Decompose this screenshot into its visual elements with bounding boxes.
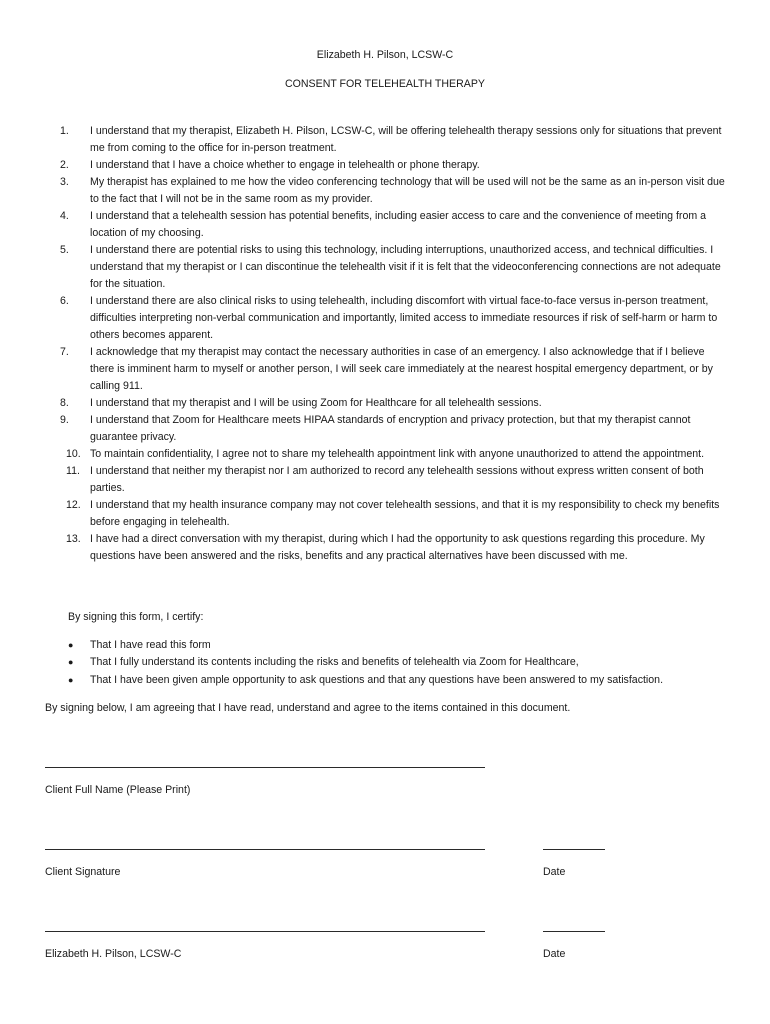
list-item: [0, 446, 770, 463]
therapist-header: Elizabeth H. Pilson, LCSW-C: [316, 49, 454, 61]
list-item: [0, 531, 770, 565]
therapist-date-line[interactable]: [543, 931, 605, 932]
item-number: 11.: [66, 465, 80, 477]
list-item: [0, 497, 770, 531]
item-text: My therapist has explained to me how the video conferencing technology that will be used will not be the same as an in-person visit due to the fact that I will not be in the same room as my provider.: [90, 176, 725, 205]
consent-items-list: [0, 123, 770, 565]
bullet-text: That I have read this form: [90, 639, 211, 651]
list-item: [0, 654, 770, 671]
client-name-line[interactable]: [45, 767, 485, 768]
item-number: 4.: [60, 210, 69, 222]
item-text: I understand there are also clinical risks to using telehealth, including discomfort with virtual face-to-face versus in-person treatment, difficulties interpreting non-verbal communication and importantly, limited access to immediate resources if risk of self-harm or harm to others becomes apparent.: [90, 295, 718, 341]
certify-bullet-list: [0, 637, 770, 689]
therapist-signature-label: Elizabeth H. Pilson, LCSW-C: [45, 948, 182, 960]
item-number: 9.: [60, 414, 69, 426]
item-text: I understand that a telehealth session has potential benefits, including easier access to care and the convenience of meeting from a location of my choosing.: [90, 210, 706, 239]
item-text: I understand there are potential risks to using this technology, including interruptions, unauthorized access, and technical difficulties. I understand that my therapist or I can discontinue the telehealth visit if it is felt that the videoconferencing connections are not adequate for the situation.: [90, 244, 721, 290]
agreement-statement: By signing below, I am agreeing that I have read, understand and agree to the items contained in this document.: [45, 702, 571, 714]
list-item: [0, 242, 770, 293]
item-text: I understand that neither my therapist nor I am authorized to record any telehealth sessions without express written consent of both parties.: [90, 465, 704, 494]
item-number: 5.: [60, 244, 69, 256]
item-number: 2.: [60, 159, 69, 171]
item-text: I understand that Zoom for Healthcare meets HIPAA standards of encryption and privacy protection, but that my therapist cannot guarantee privacy.: [90, 414, 691, 443]
item-number: 12.: [66, 499, 81, 511]
client-signature-line[interactable]: [45, 849, 485, 850]
item-number: 13.: [66, 533, 81, 545]
bullet-icon: ●: [68, 657, 74, 668]
list-item: [0, 672, 770, 689]
item-text: I understand that I have a choice whether to engage in telehealth or phone therapy.: [90, 159, 480, 171]
list-item: [0, 174, 770, 208]
document-title: CONSENT FOR TELEHEALTH THERAPY: [285, 78, 485, 90]
therapist-date-label: Date: [543, 948, 566, 960]
list-item: [0, 293, 770, 344]
list-item: [0, 123, 770, 157]
list-item: [0, 463, 770, 497]
item-number: 7.: [60, 346, 69, 358]
client-signature-label: Client Signature: [45, 866, 121, 878]
therapist-signature-line[interactable]: [45, 931, 485, 932]
item-text: To maintain confidentiality, I agree not to share my telehealth appointment link with anyone unauthorized to attend the appointment.: [90, 448, 705, 460]
certify-intro: By signing this form, I certify:: [68, 611, 204, 623]
list-item: [0, 344, 770, 395]
bullet-text: That I have been given ample opportunity to ask questions and that any questions have been answered to my satisfaction.: [90, 673, 664, 686]
item-number: 1.: [60, 125, 69, 137]
item-text: I understand that my health insurance company may not cover telehealth sessions, and that it is my responsibility to check my benefits before engaging in telehealth.: [90, 499, 720, 528]
list-item: [0, 157, 770, 174]
bullet-icon: ●: [68, 640, 74, 650]
client-name-label: Client Full Name (Please Print): [45, 784, 191, 796]
list-item: [0, 637, 770, 654]
client-date-label: Date: [543, 866, 566, 878]
bullet-icon: ●: [68, 674, 74, 685]
list-item: [0, 395, 770, 412]
item-text: I understand that my therapist, Elizabeth H. Pilson, LCSW-C, will be offering telehealth therapy sessions only for situations that prevent me from coming to the office for in-person treatment.: [90, 125, 722, 154]
bullet-text: That I fully understand its contents including the risks and benefits of telehealth via Zoom for Healthcare,: [90, 656, 579, 669]
item-number: 10.: [66, 448, 81, 460]
item-number: 3.: [60, 176, 69, 188]
item-text: I acknowledge that my therapist may contact the necessary authorities in case of an emergency. I also acknowledge that if I believe there is imminent harm to myself or another person, I will seek care immediately at the nearest hospital emergency department, or by calling 911.: [90, 346, 713, 392]
list-item: [0, 208, 770, 242]
item-text: I understand that my therapist and I will be using Zoom for Healthcare for all telehealth sessions.: [90, 397, 542, 409]
item-text: I have had a direct conversation with my therapist, during which I had the opportunity to ask questions regarding this procedure. My questions have been answered and the risks, benefits and any practical alternatives have been discussed with me.: [90, 533, 705, 562]
item-number: 8.: [60, 397, 69, 409]
item-number: 6.: [60, 295, 69, 307]
client-date-line[interactable]: [543, 849, 605, 850]
list-item: [0, 412, 770, 446]
